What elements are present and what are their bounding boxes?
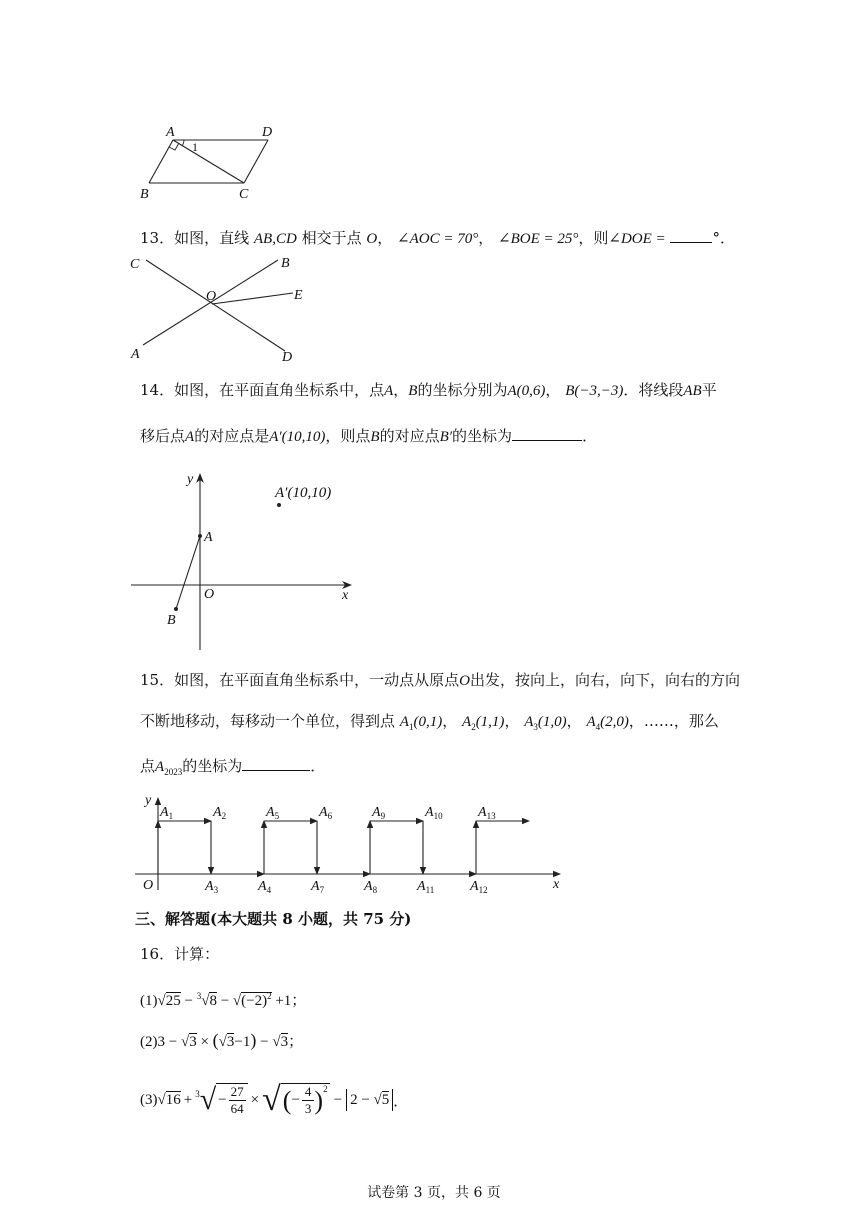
q16-p1-minus1: − — [184, 993, 193, 1009]
q15-fig-bottom-label: $A_{12}$ — [470, 879, 488, 895]
q13-answer-blank[interactable] — [670, 228, 712, 243]
q16-p1-tail: +1； — [275, 993, 307, 1009]
q16-p3-minus: − — [333, 1091, 343, 1108]
q16-p3-num1: 27 — [230, 1084, 244, 1099]
q13-text-b: 相交于点 — [301, 229, 362, 247]
q15-fig-bottom-label: $A_4$ — [258, 879, 272, 895]
q14-fig-a: A — [204, 530, 213, 545]
q14-line2 — [140, 426, 597, 447]
q14-sep2: ， — [545, 381, 561, 399]
q15-line2-b: ，……，那么 — [628, 712, 719, 730]
q15-fig-bottom-label: $A_{11}$ — [417, 879, 435, 895]
q13-text-c: ，则 — [578, 229, 609, 247]
q16-p3-tail: ． — [393, 1093, 409, 1110]
fig12-angle-1: 1 — [192, 140, 198, 154]
q15-line2 — [140, 711, 719, 737]
q13-angle-aoc: ∠AOC = 70° — [397, 231, 479, 247]
q15-line3 — [140, 756, 325, 782]
q16-p3-den2: 3 — [304, 1101, 312, 1116]
q16-p2-open: ( — [212, 1030, 219, 1050]
q14-seg: AB — [683, 383, 702, 399]
fig12-diagram — [135, 118, 285, 203]
q16-p2-sqrt3-b: √3 — [218, 1034, 235, 1050]
q16-p1-sqrt-25: √25 — [157, 993, 181, 1009]
q16-p3-plus: + — [183, 1091, 193, 1108]
q14-coord-b: B(−3,−3) — [565, 383, 624, 399]
q14-answer-blank[interactable] — [512, 426, 582, 441]
q14-pb2: B — [370, 429, 380, 445]
q15-pt-1: $A_1(0,1)$ — [399, 714, 443, 732]
q13-fig-o: O — [206, 289, 217, 304]
q16-p2-tag: (2) — [140, 1034, 158, 1050]
q14-coord-ap: A′(10,10) — [269, 429, 326, 445]
q15-fig-y: y — [145, 793, 152, 808]
q16-part3 — [140, 1075, 408, 1125]
q15-sep-3: ， — [566, 712, 582, 730]
q16-p2-lead: 3 − — [157, 1034, 178, 1050]
fig12-label-a: A — [166, 125, 175, 140]
q13-comma: ， — [478, 229, 494, 247]
q15-number: 15． — [140, 671, 175, 689]
q13-text-a: 如图，直线 — [174, 229, 250, 247]
q15-line1-b: 出发，按向上，向右，向下，向右的方向 — [469, 671, 740, 689]
q14-fig-b: B — [167, 613, 176, 628]
q14-pa: A — [384, 383, 394, 399]
q14-line2-b: 的对应点是 — [194, 427, 270, 445]
q15-answer-blank[interactable] — [242, 756, 310, 771]
q14-pbp: B′ — [439, 429, 453, 445]
q16-p2-sqrt3-c: √3 — [272, 1034, 289, 1050]
q14-fig-x: x — [342, 588, 349, 603]
q13-point: O — [366, 231, 378, 247]
page-footer: 试卷第 3 页，共 6 页 — [367, 1185, 501, 1201]
q15-fig-top-label: $A_1$ — [160, 805, 174, 821]
q16-label — [140, 944, 219, 964]
q15-fig-x: x — [553, 877, 560, 892]
q15-fig-bottom-label: $A_8$ — [364, 879, 378, 895]
q13-fig-d: D — [282, 350, 293, 365]
section3-heading: 三、解答题(本大题共 8 小题，共 75 分) — [135, 910, 412, 928]
q13-tail: °． — [712, 229, 735, 247]
q14-number: 14． — [140, 381, 175, 399]
q15-fig-top-label: $A_5$ — [266, 805, 280, 821]
q16-p1-cbrt-8: $^3$√8 — [196, 991, 217, 1009]
q15-pt-2: $A_2(1,1)$ — [462, 714, 505, 732]
q16-p2-sqrt3-a: √3 — [180, 1034, 197, 1050]
q14-line2-d: 的对应点 — [379, 427, 440, 445]
q13-fig-c: C — [130, 257, 140, 272]
q15-sep-2: ， — [504, 712, 520, 730]
q16-p2-tail: ； — [288, 1034, 304, 1050]
q14-line1 — [140, 380, 717, 401]
q15-line1-a: 如图，在平面直角坐标系中，一动点从原点 — [174, 671, 460, 689]
q16-p1-minus2: − — [220, 993, 230, 1009]
q13-diagram — [125, 248, 325, 370]
q13-fig-e: E — [294, 288, 303, 303]
q14-sep1: ， — [393, 381, 409, 399]
q13-angle-doe: ∠DOE = — [608, 231, 666, 247]
q15-fig-bottom-label: $A_7$ — [311, 879, 325, 895]
q13-sep: ， — [377, 229, 393, 247]
q15-fig-top-label: $A_2$ — [213, 805, 227, 821]
q14-diagram — [125, 465, 365, 655]
q15-origin: O — [459, 673, 470, 689]
q15-diagram — [125, 788, 570, 896]
q15-fig-bottom-label: $A_3$ — [205, 879, 219, 895]
q15-pt-4: $A_4(2,0)$ — [586, 714, 629, 732]
q13-lines: AB,CD — [253, 231, 297, 247]
q16-p1-tag: (1) — [140, 993, 158, 1009]
q14-line2-e: 的坐标为 — [452, 427, 513, 445]
q15-tail: ． — [310, 757, 326, 775]
q14-line2-a: 移后点 — [140, 427, 186, 445]
q16-part1 — [140, 986, 306, 1011]
q15-line3-a: 点 — [140, 757, 156, 775]
q16-p3-num2: 4 — [302, 1084, 315, 1101]
q15-fig-top-label: $A_{10}$ — [425, 805, 443, 821]
q14-fig-o: O — [204, 587, 215, 602]
q16-p2-times: × — [200, 1034, 209, 1050]
q15-fig-o: O — [143, 878, 154, 893]
q16-p2-close: ) — [250, 1030, 257, 1050]
fig12-label-c: C — [239, 187, 249, 202]
q15-line3-b: 的坐标为 — [182, 757, 243, 775]
q16-p3-cbrt: 3 √ − $\frac{27}{64}$ — [195, 1083, 247, 1117]
q16-p3-den1: 64 — [230, 1101, 244, 1116]
q14-line1-b: 的坐标分别为 — [417, 381, 508, 399]
q16-p3-times: × — [250, 1091, 260, 1108]
q14-fig-ap: A′(10,10) — [275, 485, 332, 501]
fig12-label-d: D — [262, 125, 273, 140]
q14-line1-c: ．将线段 — [623, 381, 684, 399]
q16-p1-sqrt-sq: $√(-2)^2$ — [232, 991, 272, 1009]
q15-line2-a: 不断地移动，每移动一个单位，得到点 — [140, 712, 396, 730]
q16-part2 — [140, 1030, 303, 1052]
q15-pt-3: $A_3(1,0)$ — [524, 714, 567, 732]
q15-target: $A_{2023}$ — [155, 759, 183, 777]
q15-line1 — [140, 670, 740, 691]
q14-line1-d: 平 — [701, 381, 717, 399]
q14-coord-a: A(0,6) — [507, 383, 546, 399]
q13-angle-boe: ∠BOE = 25° — [498, 231, 579, 247]
q14-line2-c: ，则点 — [325, 427, 371, 445]
q15-fig-top-label: $A_9$ — [372, 805, 386, 821]
q14-fig-y: y — [187, 472, 194, 487]
q13-fig-b: B — [281, 256, 290, 271]
fig12-label-b: B — [140, 187, 149, 202]
q13-text — [140, 228, 735, 249]
q16-p2-mid: −1 — [234, 1034, 251, 1050]
q16-label-text: 计算： — [174, 945, 220, 963]
q15-sep-1: ， — [442, 712, 458, 730]
q15-fig-top-label: $A_{13}$ — [478, 805, 496, 821]
q16-p3-sqrt16: √16 — [157, 1091, 181, 1108]
q13-number: 13． — [140, 229, 175, 247]
q14-pa2: A — [185, 429, 195, 445]
q14-pb: B — [408, 383, 418, 399]
q16-p2-minus: − — [260, 1034, 269, 1050]
q16-number: 16． — [140, 945, 175, 963]
q14-tail: ． — [582, 427, 598, 445]
q16-p3-sqrt-frac: √ ( − $\frac{4}{3}$ ) $^2$ — [262, 1081, 328, 1118]
q16-p3-abs: 2 − √5 — [346, 1089, 393, 1111]
q15-fig-top-label: $A_6$ — [319, 805, 333, 821]
q14-line1-a: 如图，在平面直角坐标系中，点 — [174, 381, 385, 399]
q13-fig-a: A — [131, 347, 140, 362]
q16-p3-tag: (3) — [140, 1091, 158, 1108]
